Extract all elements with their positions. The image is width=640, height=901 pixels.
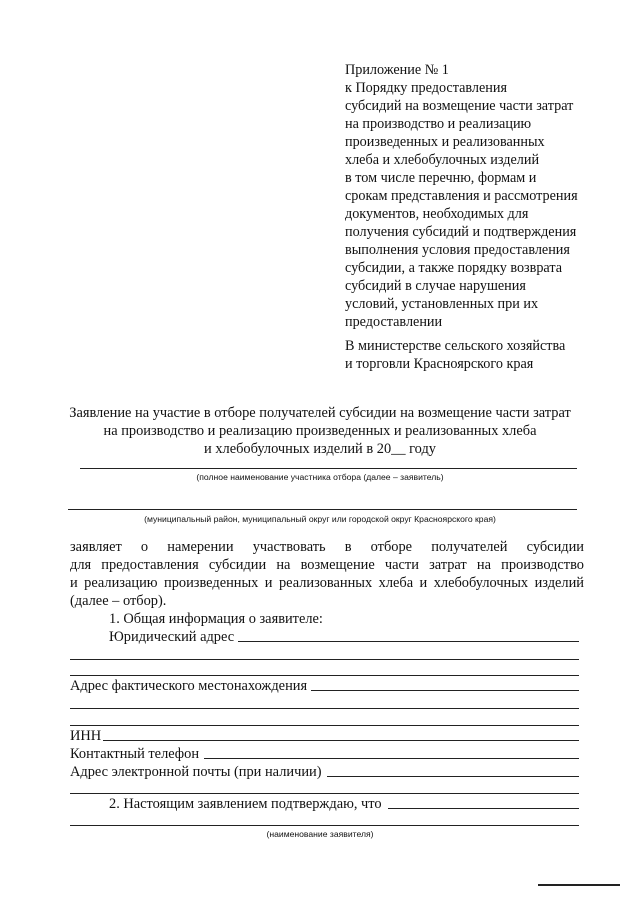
section2-field[interactable] <box>388 808 579 809</box>
intro-line: для предоставления субсидии на возмещение части затрат на производство <box>70 557 584 573</box>
applicant-name-line[interactable] <box>70 825 579 826</box>
actual-address-field[interactable] <box>311 690 579 691</box>
municipality-line[interactable] <box>68 509 577 510</box>
inn-field[interactable] <box>103 740 579 741</box>
participant-name-line[interactable] <box>80 468 577 469</box>
appendix-line: предоставлении <box>345 314 443 330</box>
appendix-line: срокам представления и рассмотрения <box>345 188 578 204</box>
intro-line: и реализацию произведенных и реализованных хлеба и хлебобулочных изделий <box>70 575 584 591</box>
actual-address-field-extra[interactable] <box>70 725 579 726</box>
appendix-line: условий, установленных при их <box>345 296 539 312</box>
appendix-line: на производство и реализацию <box>345 116 532 132</box>
appendix-line: документов, необходимых для <box>345 206 529 222</box>
actual-address-field-extra[interactable] <box>70 708 579 709</box>
appendix-line: хлеба и хлебобулочных изделий <box>345 152 540 168</box>
title-line: и хлебобулочных изделий в 20__ году <box>204 441 436 457</box>
appendix-line: к Порядку предоставления <box>345 80 507 96</box>
appendix-line: в том числе перечню, формам и <box>345 170 537 186</box>
title-line: Заявление на участие в отборе получателей субсидии на возмещение части затрат <box>69 405 571 421</box>
legal-address-field-extra[interactable] <box>70 675 579 676</box>
appendix-line: субсидий в случае нарушения <box>345 278 526 294</box>
legal-address-field-extra[interactable] <box>70 659 579 660</box>
intro-line: заявляет о намерении участвовать в отборе получателей субсидии <box>70 539 584 555</box>
participant-caption: (полное наименование участника отбора (далее – заявитель) <box>196 472 444 482</box>
appendix-line: выполнения условия предоставления <box>345 242 570 258</box>
email-label: Адрес электронной почты (при наличии) <box>70 764 322 780</box>
legal-address-field[interactable] <box>238 641 579 642</box>
appendix-line: произведенных и реализованных <box>345 134 545 150</box>
actual-address-label: Адрес фактического местонахождения <box>70 678 308 694</box>
appendix-line: субсидии, а также порядку возврата <box>345 260 563 276</box>
appendix-line: Приложение № 1 <box>345 62 449 78</box>
applicant-caption: (наименование заявителя) <box>266 829 374 839</box>
title-line: на производство и реализацию произведенных и реализованных хлеба <box>103 423 537 439</box>
section2-heading: 2. Настоящим заявлением подтверждаю, что <box>109 796 382 812</box>
addressee-line: и торговли Красноярского края <box>345 356 534 372</box>
email-field[interactable] <box>327 776 579 777</box>
intro-line: (далее – отбор). <box>70 593 167 609</box>
legal-address-label: Юридический адрес <box>109 629 235 645</box>
section1-heading: 1. Общая информация о заявителе: <box>109 611 323 627</box>
municipality-caption: (муниципальный район, муниципальный округ или городской округ Красноярского края) <box>144 514 496 524</box>
addressee-line: В министерстве сельского хозяйства <box>345 338 566 354</box>
appendix-line: субсидий на возмещение части затрат <box>345 98 574 114</box>
phone-field[interactable] <box>204 758 579 759</box>
scan-edge-line <box>538 884 620 886</box>
email-field-extra[interactable] <box>70 793 579 794</box>
inn-label: ИНН <box>70 728 102 744</box>
phone-label: Контактный телефон <box>70 746 200 762</box>
appendix-line: получения субсидий и подтверждения <box>345 224 577 240</box>
